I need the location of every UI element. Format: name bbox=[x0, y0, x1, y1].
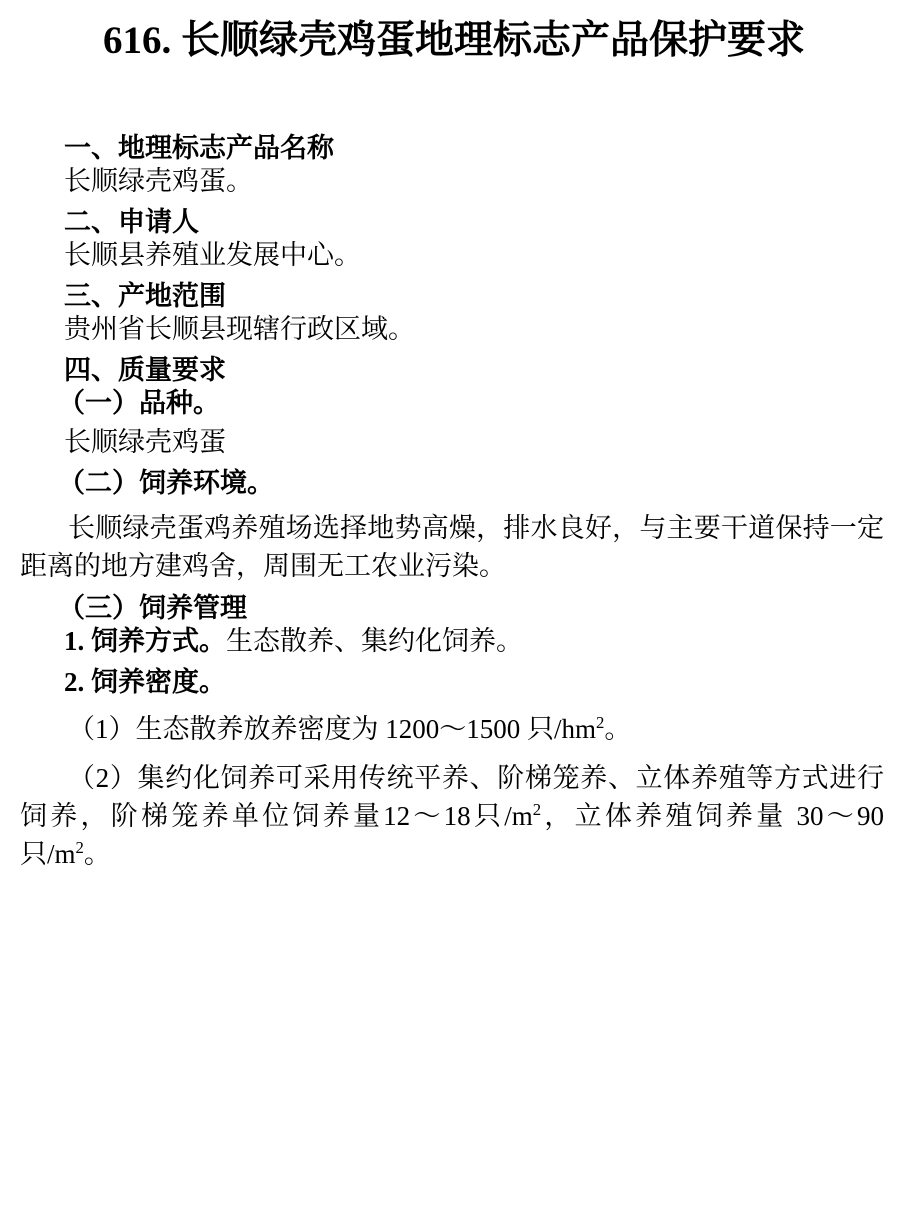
subsection-body-1: 长顺绿壳鸡蛋 bbox=[64, 426, 226, 457]
document-page bbox=[0, 18, 908, 1221]
numbered-item-2-middle: ，立体养殖饲养量 30～90 只/m bbox=[20, 801, 884, 870]
numbered-item-2-text: （2）集约化饲养可采用传统平养、阶梯笼养、立体养殖等方式进行饲养，阶梯笼养单位饲养量12～18只/m bbox=[20, 762, 884, 832]
numbered-item-2-sup2: 2 bbox=[75, 838, 84, 858]
numbered-item-2-sup: 2 bbox=[532, 800, 542, 820]
item-2 bbox=[18, 669, 890, 696]
section-body-2: 长顺县养殖业发展中心。 bbox=[64, 239, 361, 270]
numbered-item-1-sup: 2 bbox=[596, 713, 605, 733]
numbered-item-1 bbox=[18, 710, 890, 748]
item-1-text: 生态散养、集约化饲养。 bbox=[226, 626, 523, 657]
page-title: 616. 长顺绿壳鸡蛋地理标志产品保护要求 bbox=[102, 19, 805, 62]
section-heading-4: 四、质量要求 bbox=[64, 354, 226, 385]
item-1-label: 1. 饲养方式。 bbox=[64, 626, 226, 657]
section-heading-1: 一、地理标志产品名称 bbox=[64, 132, 334, 163]
section-body-3: 贵州省长顺县现辖行政区域。 bbox=[64, 313, 415, 344]
title-spacer bbox=[18, 65, 890, 135]
subsection-heading-3: （三）饲养管理 bbox=[58, 593, 247, 624]
numbered-item-1-text: （1）生态散养放养密度为 1200～1500 只/hm bbox=[68, 714, 597, 745]
section-heading-2: 二、申请人 bbox=[64, 206, 199, 237]
item-2-label: 2. 饲养密度。 bbox=[64, 667, 226, 698]
subsection-heading-1: （一）品种。 bbox=[58, 387, 220, 418]
subsection-paragraph-2: 长顺绿壳蛋鸡养殖场选择地势高燥，排水良好，与主要干道保持一定距离的地方建鸡舍，周围无工农业污染。 bbox=[20, 512, 884, 582]
section-heading-3: 三、产地范围 bbox=[64, 280, 226, 311]
subsection-heading-2: （二）饲养环境。 bbox=[58, 467, 274, 498]
item-1 bbox=[18, 628, 890, 655]
numbered-item-1-suffix: 。 bbox=[604, 714, 632, 745]
numbered-item-2-suffix: 。 bbox=[83, 839, 111, 870]
section-body-1: 长顺绿壳鸡蛋。 bbox=[64, 165, 253, 196]
numbered-item-2 bbox=[18, 759, 890, 874]
